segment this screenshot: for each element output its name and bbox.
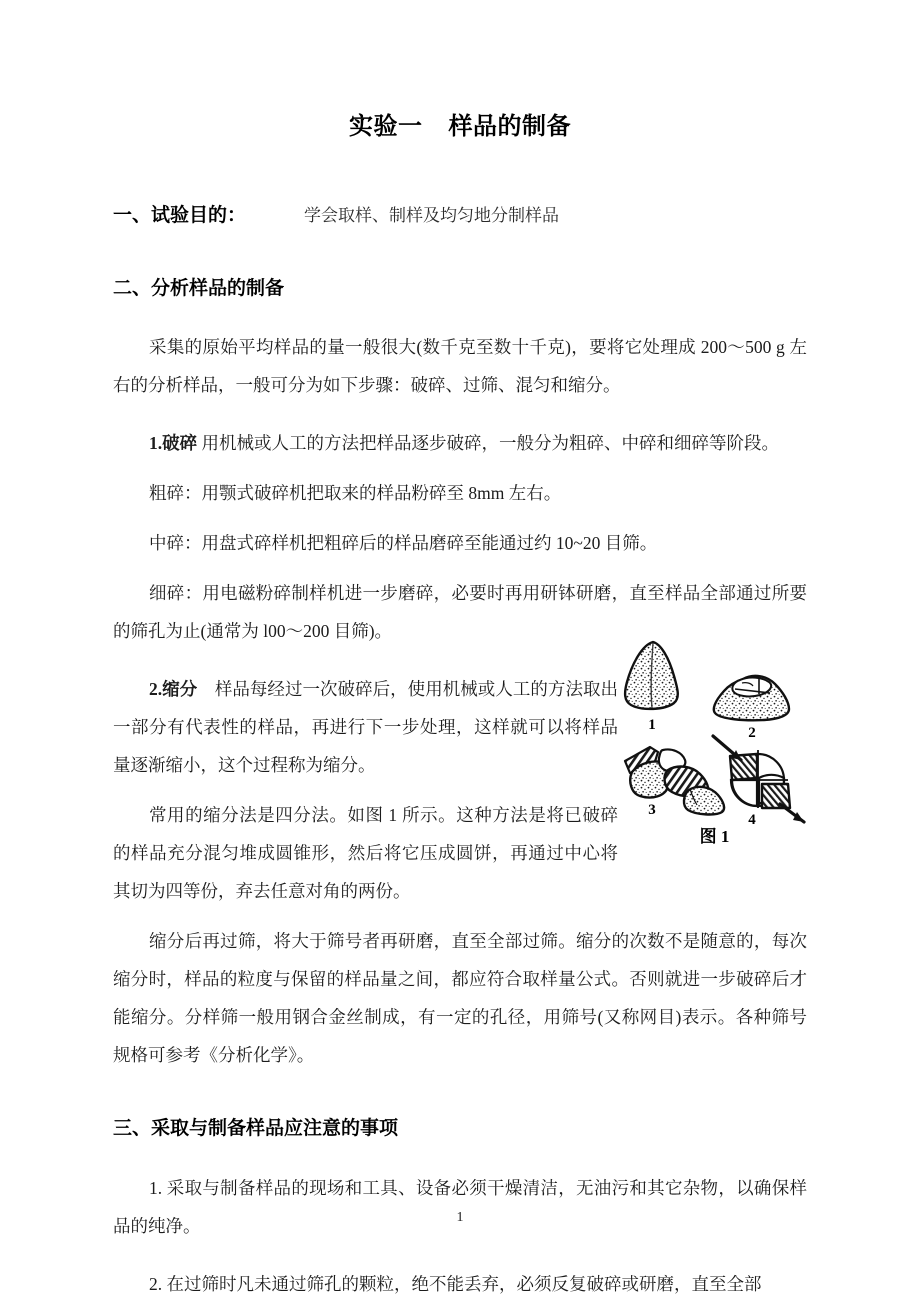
text-column-beside-figure [113,670,618,910]
figure-item-3-quarters [625,747,724,818]
page-number: 1 [456,1210,464,1225]
paragraph-intro: 采集的原始平均样品的量一般很大(数千克至数十千克)，要将它处理成 200～500 g 左右的分析样品，一般可分为如下步骤：破碎、过筛、混匀和缩分。 [113,337,807,396]
paragraph-fine: 细碎：用电磁粉碎制样机进一步磨碎，必要时再用研钵研磨，直至样品全部通过所要的筛孔为止(通常为 l00～200 目筛)。 [113,583,807,642]
paragraph-step2 [113,670,618,784]
figure-quartering-method [612,632,817,844]
paragraph-after: 缩分后再过筛，将大于筛号者再研磨，直至全部过筛。缩分的次数不是随意的，每次缩分时，样品的粒度与保留的样品量之间，都应符合取样量公式。否则就进一步破碎后才能缩分。分样筛一般用钢合金丝制成，有一定的孔径，用筛号(又称网目)表示。各种筛号规格可参考《分析化学》。 [113,931,807,1066]
figure-item-2-flattened [714,676,789,741]
section-aim-label: 一、试验目的： [113,203,247,226]
section-notes-heading: 三、采取与制备样品应注意的事项 [113,1117,399,1140]
figure-item-4-discard-diagonal [713,736,804,827]
step2-label: 2.缩分 [149,679,198,700]
step1-label: 1.破碎 [149,433,198,454]
paragraph-medium: 中碎：用盘式碎样机把粗碎后的样品磨碎至能通过约 10~20 目筛。 [149,533,658,554]
paragraph-coarse: 粗碎：用颚式破碎机把取来的样品粉碎至 8mm 左右。 [149,483,562,504]
figure-label-1: 1 [648,717,656,733]
figure-label-3: 3 [648,802,656,818]
section-aim-value: 学会取样、制样及均匀地分制样品 [304,205,560,225]
note-item-1: 1. 采取与制备样品的现场和工具、设备必须干燥清洁，无油污和其它杂物，以确保样品的纯净。 [113,1177,807,1236]
step2-text: 样品每经过一次破碎后，使用机械或人工的方法取出一部分有代表性的样品，再进行下一步处理，这样就可以将样品量逐渐缩小，这个过程称为缩分。 [113,679,619,776]
page-title [113,0,807,141]
page-title-part-2: 样品的制备 [448,112,571,140]
figure-item-1-cone [625,642,678,733]
page-title-part-1: 实验一 [349,112,423,140]
paragraph-quartering: 常用的缩分法是四分法。如图 1 所示。这种方法是将已破碎的样品充分混匀堆成圆锥形，然后将它压成圆饼，再通过中心将其切为四等份，弃去任意对角的两份。 [113,805,618,902]
paragraph-step1 [113,424,807,462]
section-prep-heading: 二、分析样品的制备 [113,276,285,299]
figure-label-2: 2 [748,725,756,741]
note-item-2: 2. 在过筛时凡未通过筛孔的颗粒，绝不能丢弃，必须反复破碎或研磨，直至全部 [149,1273,762,1294]
figure-illustration-svg [612,632,817,827]
figure-label-4: 4 [748,812,756,827]
section-aim [113,203,807,228]
step1-text: 用机械或人工的方法把样品逐步破碎，一般分为粗碎、中碎和细碎等阶段。 [201,433,779,454]
figure-caption: 图 1 [699,827,730,846]
